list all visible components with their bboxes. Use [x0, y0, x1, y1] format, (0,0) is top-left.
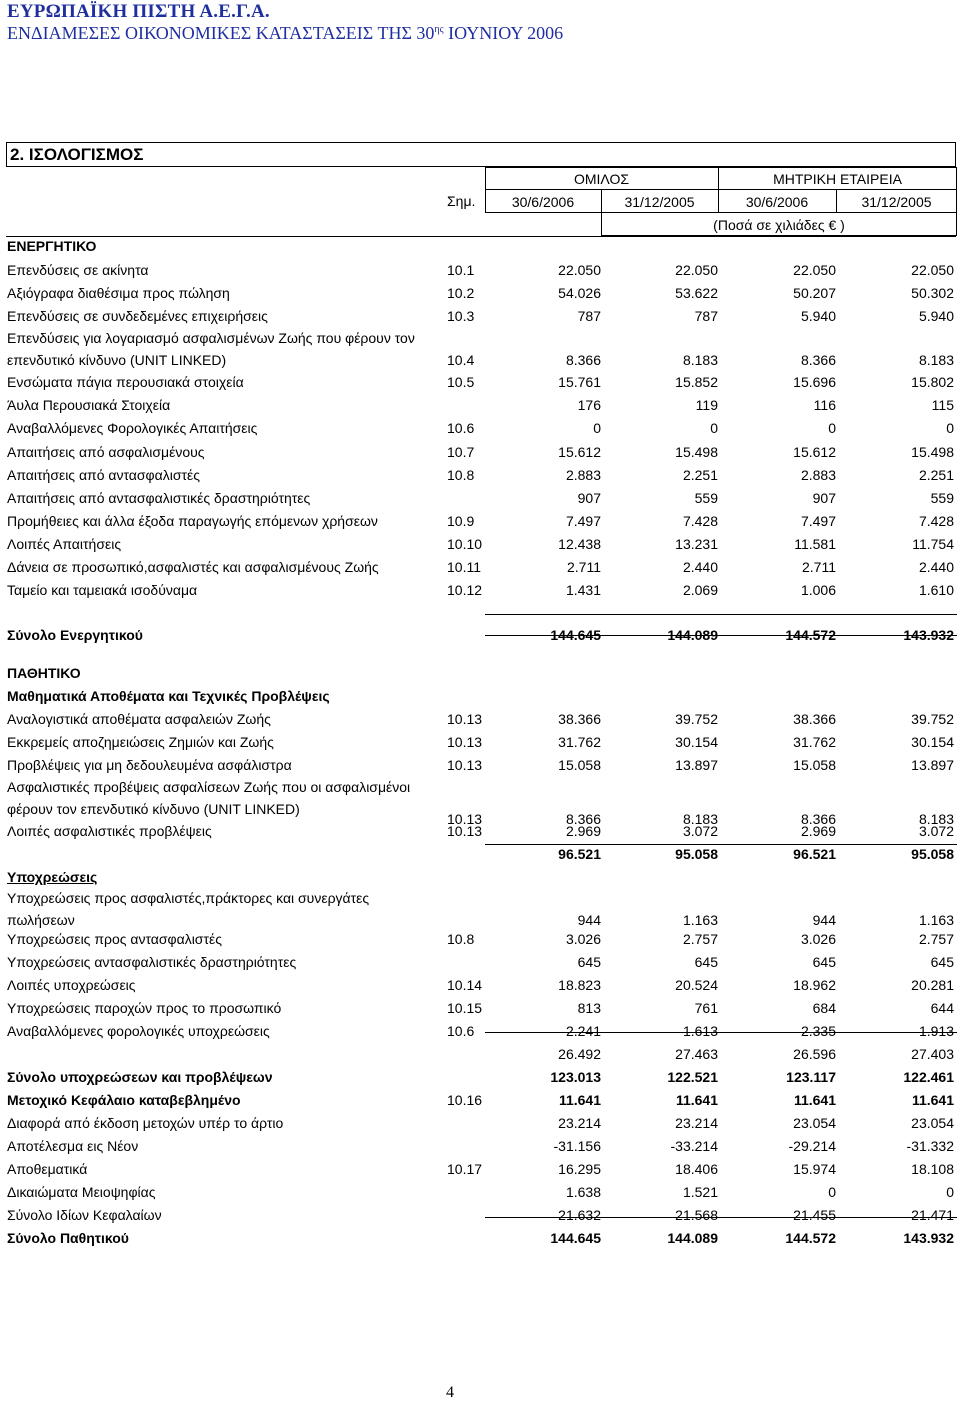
row-label: Υποχρεώσεις προς ασφαλιστές,πράκτορες και συνεργάτες [7, 890, 370, 906]
row-value: 22.050 [793, 262, 836, 278]
row-value: 8.183 [918, 352, 954, 368]
row-value: 18.108 [911, 1161, 954, 1177]
row-value: 38.366 [558, 711, 601, 727]
row-value: 18.406 [675, 1161, 718, 1177]
row-value: 8.366 [800, 811, 836, 827]
row-value: 23.054 [793, 1115, 836, 1131]
row-value: 2.711 [567, 559, 601, 575]
row-label: Εκκρεμείς αποζημειώσεις Ζημιών και Ζωής [7, 734, 274, 750]
row-value: 96.521 [558, 846, 601, 862]
total-rule [485, 614, 957, 615]
row-value: 15.058 [793, 757, 836, 773]
row-value: 119 [695, 397, 718, 413]
row-value: 50.302 [911, 285, 954, 301]
row-label: Άυλα Περουσιακά Στοιχεία [7, 397, 171, 413]
row-value: 7.428 [918, 513, 954, 529]
row-note: 10.7 [447, 444, 475, 460]
row-value: 95.058 [675, 846, 718, 862]
date-header: 30/6/2006 [745, 194, 809, 210]
row-value: 144.572 [785, 627, 836, 643]
row-note: 10.6 [447, 420, 475, 436]
row-label: Ασφαλιστικές προβέψεις ασφαλίσεων Ζωής που οι ασφαλισμένοι [7, 779, 411, 795]
date-header: 31/12/2005 [861, 194, 932, 210]
row-value: 122.461 [903, 1069, 954, 1085]
row-label: Επενδύσεις σε ακίνητα [7, 262, 149, 278]
row-note: 10.13 [447, 757, 483, 773]
row-value: 13.897 [675, 757, 718, 773]
row-value: 21.632 [558, 1207, 601, 1223]
row-value: 1.163 [918, 912, 954, 928]
row-value: 11.641 [675, 1092, 718, 1108]
row-value: 18.962 [793, 977, 836, 993]
row-value: 1.638 [565, 1184, 601, 1200]
row-value: 944 [577, 912, 601, 928]
row-label: Λοιπές Απαιτήσεις [7, 536, 122, 552]
page-number: 4 [446, 1384, 454, 1401]
row-label: Επενδύσεις για λογαριασμό ασφαλισμένων Ζωής που φέρουν τον [7, 330, 415, 346]
row-value: 144.089 [667, 1230, 718, 1246]
row-value: 1.163 [682, 912, 718, 928]
row-note: 10.13 [447, 711, 483, 727]
row-value: 2.251 [918, 467, 954, 483]
row-value: 38.366 [793, 711, 836, 727]
row-label: Σύνολο Ενεργητικού [7, 627, 143, 643]
parent-header: ΜΗΤΡΙΚΗ ΕΤΑΙΡΕΙΑ [773, 171, 902, 187]
row-value: 144.572 [785, 1230, 836, 1246]
row-label: Σύνολο υποχρεώσεων και προβλέψεων [7, 1069, 273, 1085]
date-header: 30/6/2006 [511, 194, 575, 210]
row-value: 20.524 [675, 977, 718, 993]
row-value: 176 [577, 397, 601, 413]
row-note: 10.8 [447, 931, 475, 947]
row-value: 123.013 [550, 1069, 601, 1085]
row-label: Αξιόγραφα διαθέσιμα προς πώληση [7, 285, 230, 301]
row-note: 10.6 [447, 1023, 475, 1039]
row-label: Αποθεματικά [7, 1161, 88, 1177]
row-note: 10.13 [447, 823, 483, 839]
row-value: 30.154 [911, 734, 954, 750]
row-value: 26.596 [793, 1046, 836, 1062]
row-label: Λοιπές ασφαλιστικές προβλέψεις [7, 823, 212, 839]
row-value: 1.006 [800, 582, 836, 598]
row-note: 10.4 [447, 352, 475, 368]
row-value: 0 [710, 420, 718, 436]
row-value: 13.897 [911, 757, 954, 773]
row-value: 54.026 [558, 285, 601, 301]
company-title: ΕΥΡΩΠΑΪΚΗ ΠΙΣΤΗ Α.Ε.Γ.Α. [7, 1, 270, 22]
row-value: 644 [930, 1000, 954, 1016]
row-value: 7.428 [682, 513, 718, 529]
row-value: 11.581 [794, 536, 836, 552]
row-value: 2.069 [682, 582, 718, 598]
row-label: Μαθηματικά Αποθέματα και Τεχνικές Προβλέψεις [7, 688, 330, 704]
row-value: 2.883 [800, 467, 836, 483]
row-note: 10.5 [447, 374, 475, 390]
row-value: 5.940 [918, 308, 954, 324]
row-value: 0 [946, 420, 954, 436]
row-note: 10.12 [447, 582, 483, 598]
row-value: 1.521 [682, 1184, 718, 1200]
row-value: 944 [812, 912, 836, 928]
row-note: 10.2 [447, 285, 475, 301]
row-value: 22.050 [675, 262, 718, 278]
row-value: 123.117 [786, 1069, 836, 1085]
row-value: 0 [828, 1184, 836, 1200]
row-value: 3.026 [800, 931, 836, 947]
note-header: Σημ. [447, 193, 476, 209]
row-value: 8.183 [682, 811, 718, 827]
row-value: 31.762 [558, 734, 601, 750]
row-label: Αποτέλεσμα εις Νέον [7, 1138, 139, 1154]
group-header: ΟΜΙΛΟΣ [573, 171, 630, 187]
row-value: 2.757 [918, 931, 954, 947]
row-value: 16.295 [558, 1161, 601, 1177]
row-value: 2.251 [682, 467, 718, 483]
row-value: 8.183 [918, 811, 954, 827]
row-value: 15.761 [558, 374, 601, 390]
row-value: -31.156 [553, 1138, 601, 1154]
row-label: Σύνολο Ιδίων Κεφαλαίων [7, 1207, 162, 1223]
row-value: 115 [931, 397, 954, 413]
row-value: 15.498 [911, 444, 954, 460]
row-value: 15.802 [911, 374, 954, 390]
row-value: 122.521 [667, 1069, 718, 1085]
row-value: 8.366 [565, 811, 601, 827]
row-label: Ενσώματα πάγια περουσιακά στοιχεία [7, 374, 244, 390]
row-label: Υποχρεώσεις προς αντασφαλιστές [7, 931, 222, 947]
row-value: 53.622 [675, 285, 718, 301]
row-value: 907 [577, 490, 601, 506]
row-label: Υποχρεώσεις αντασφαλιστικές δραστηριότητες [7, 954, 297, 970]
row-note: 10.1 [447, 262, 475, 278]
row-value: 144.089 [667, 627, 718, 643]
row-value: 0 [946, 1184, 954, 1200]
report-subtitle [7, 23, 563, 44]
row-note: 10.14 [447, 977, 483, 993]
row-value: 23.214 [558, 1115, 601, 1131]
row-label: Επενδύσεις σε συνδεδεμένες επιχειρήσεις [7, 308, 268, 324]
row-note: 10.11 [447, 559, 481, 575]
row-note: 10.17 [447, 1161, 483, 1177]
row-value: 2.440 [682, 559, 718, 575]
row-value: 13.231 [675, 536, 718, 552]
row-value: 559 [694, 490, 718, 506]
row-value: 2.969 [800, 823, 836, 839]
row-value: 1.613 [682, 1023, 718, 1039]
row-value: 50.207 [793, 285, 836, 301]
row-label: ΕΝΕΡΓΗΤΙΚΟ [7, 238, 97, 254]
row-value: 15.612 [558, 444, 601, 460]
row-value: 27.463 [675, 1046, 718, 1062]
row-note: 10.8 [447, 467, 475, 483]
row-note: 10.13 [447, 734, 483, 750]
row-value: 0 [593, 420, 601, 436]
date-header: 31/12/2005 [624, 194, 695, 210]
row-value: 22.050 [911, 262, 954, 278]
row-value: 15.058 [558, 757, 601, 773]
row-value: 2.757 [682, 931, 718, 947]
row-value: 26.492 [558, 1046, 601, 1062]
row-value: 12.438 [558, 536, 601, 552]
row-value: 2.241 [565, 1023, 601, 1039]
row-label-continued: φέρουν τον επενδυτικό κίνδυνο (UNIT LINKED) [7, 801, 300, 817]
row-label: ΠΑΘΗΤΙΚΟ [7, 665, 81, 681]
row-label: Υποχρεώσεις [7, 869, 98, 885]
row-value: 1.913 [918, 1023, 954, 1039]
row-label: Απαιτήσεις από ασφαλισμένους [7, 444, 205, 460]
row-label: Διαφορά από έκδοση μετοχών υπέρ το άρτιο [7, 1115, 284, 1131]
row-value: 3.026 [565, 931, 601, 947]
row-value: 5.940 [800, 308, 836, 324]
row-label: Αναλογιστικά αποθέματα ασφαλειών Ζωής [7, 711, 271, 727]
section-title: 2. ΙΣΟΛΟΓΙΣΜΟΣ [6, 142, 956, 167]
row-value: 11.754 [912, 536, 954, 552]
row-value: 8.366 [565, 352, 601, 368]
row-value: 30.154 [675, 734, 718, 750]
table-divider [6, 236, 956, 237]
row-value: 15.612 [793, 444, 836, 460]
row-value: 96.521 [793, 846, 836, 862]
row-note: 10.15 [447, 1000, 483, 1016]
row-value: 116 [813, 397, 836, 413]
row-label: Απαιτήσεις από αντασφαλιστικές δραστηριότητες [7, 490, 311, 506]
row-value: 761 [694, 1000, 718, 1016]
row-value: 15.696 [793, 374, 836, 390]
row-value: 645 [930, 954, 954, 970]
row-value: 813 [577, 1000, 601, 1016]
row-label: Μετοχικό Κεφάλαιο καταβεβλημένο [7, 1092, 241, 1108]
row-note: 10.16 [447, 1092, 483, 1108]
row-value: 21.455 [793, 1207, 836, 1223]
subtitle-superscript: ης [434, 24, 444, 35]
row-value: 2.883 [565, 467, 601, 483]
row-label: Υποχρεώσεις παροχών προς το προσωπικό [7, 1000, 282, 1016]
row-label-continued: πωλήσεων [7, 912, 75, 928]
row-value: 7.497 [565, 513, 601, 529]
row-value: 23.054 [911, 1115, 954, 1131]
subtitle-main: ΕΝΔΙΑΜΕΣΕΣ ΟΙΚΟΝΟΜΙΚΕΣ ΚΑΤΑΣΤΑΣΕΙΣ ΤΗΣ 30 [7, 23, 435, 43]
row-value: 144.645 [550, 1230, 601, 1246]
row-value: 11.641 [793, 1092, 836, 1108]
row-label: Λοιπές υποχρεώσεις [7, 977, 136, 993]
row-value: 645 [577, 954, 601, 970]
row-value: 7.497 [800, 513, 836, 529]
row-value: 8.183 [682, 352, 718, 368]
row-value: 645 [812, 954, 836, 970]
row-value: 645 [694, 954, 718, 970]
row-label: Προμήθειες και άλλα έξοδα παραγωγής επόμενων χρήσεων [7, 513, 378, 529]
row-label: Ταμείο και ταμειακά ισοδύναμα [7, 582, 198, 598]
row-label: Προβλέψεις για μη δεδουλευμένα ασφάλιστρα [7, 757, 292, 773]
row-value: 39.752 [911, 711, 954, 727]
row-value: 11.641 [911, 1092, 954, 1108]
row-label: Δάνεια σε προσωπικό,ασφαλιστές και ασφαλισμένους Ζωής [7, 559, 379, 575]
row-value: 18.823 [558, 977, 601, 993]
row-value: 15.498 [675, 444, 718, 460]
row-note: 10.9 [447, 513, 475, 529]
row-value: 907 [812, 490, 836, 506]
row-value: 143.932 [903, 1230, 954, 1246]
row-value: -33.214 [670, 1138, 718, 1154]
row-value: 684 [812, 1000, 836, 1016]
row-value: 21.471 [911, 1207, 954, 1223]
row-value: 559 [930, 490, 954, 506]
row-note: 10.10 [447, 536, 483, 552]
row-value: 3.072 [682, 823, 718, 839]
row-value: 21.568 [675, 1207, 718, 1223]
row-value: 2.335 [800, 1023, 836, 1039]
row-value: 95.058 [911, 846, 954, 862]
units-label: (Ποσά σε χιλιάδες € ) [713, 217, 845, 233]
row-value: 27.403 [911, 1046, 954, 1062]
row-value: 23.214 [675, 1115, 718, 1131]
row-note: 10.3 [447, 308, 475, 324]
row-value: 8.366 [800, 352, 836, 368]
row-value: -29.214 [788, 1138, 836, 1154]
row-value: 143.932 [903, 627, 954, 643]
row-value: 15.852 [675, 374, 718, 390]
row-value: 3.072 [918, 823, 954, 839]
row-value: 2.969 [565, 823, 601, 839]
row-value: 31.762 [793, 734, 836, 750]
row-value: 1.431 [565, 582, 601, 598]
row-note: 10.13 [447, 811, 483, 827]
subtitle-end: ΙΟΥΝΙΟΥ 2006 [443, 23, 564, 43]
row-value: 22.050 [558, 262, 601, 278]
row-value: 20.281 [911, 977, 954, 993]
row-value: 1.610 [918, 582, 954, 598]
row-value: 787 [577, 308, 601, 324]
row-value: 2.711 [802, 559, 836, 575]
row-label: Απαιτήσεις από αντασφαλιστές [7, 467, 200, 483]
row-label: Δικαιώματα Μειοψηφίας [7, 1184, 156, 1200]
row-label: Αναβαλλόμενες φορολογικές υποχρεώσεις [7, 1023, 270, 1039]
row-value: 11.641 [558, 1092, 601, 1108]
row-value: 787 [694, 308, 718, 324]
row-label: Αναβαλλόμενες Φορολογικές Απαιτήσεις [7, 420, 258, 436]
row-value: 144.645 [550, 627, 601, 643]
subtotal-rule [485, 844, 957, 845]
row-value: 0 [828, 420, 836, 436]
row-value: 15.974 [793, 1161, 836, 1177]
row-value: 2.440 [918, 559, 954, 575]
row-label: Σύνολο Παθητικού [7, 1230, 129, 1246]
row-value: -31.332 [906, 1138, 954, 1154]
row-label-continued: επενδυτικό κίνδυνο (UNIT LINKED) [7, 352, 227, 368]
row-value: 39.752 [675, 711, 718, 727]
